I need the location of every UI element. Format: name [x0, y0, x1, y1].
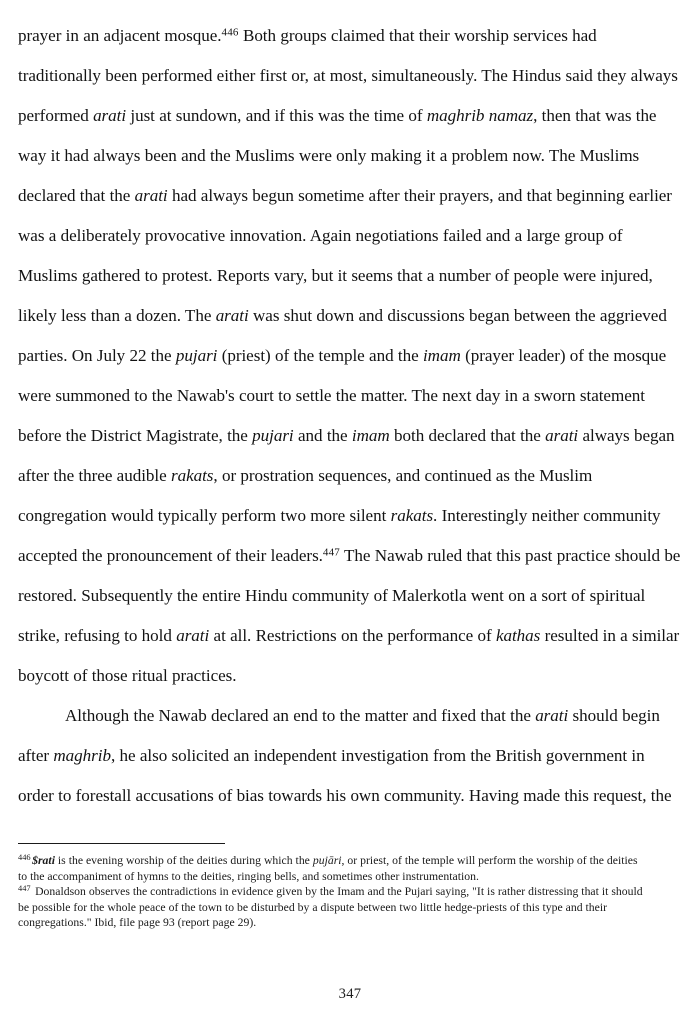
text-run: had always begun sometime after their prayers, and that beginning earlier was a deliberately provocative innovation. Again negotiations failed and a large group of Muslims gathered to protest. Reports vary, but it seems that a number of people were injured, likely less than a dozen. The: [18, 186, 672, 325]
footnote-entry: [18, 853, 643, 884]
text-run: Although the Nawab declared an end to the matter and fixed that the: [65, 706, 536, 725]
italic-term: arati: [93, 106, 127, 125]
text-run: . Interestingly neither community accepted the pronouncement of their leaders.: [18, 506, 661, 565]
text-run: prayer in an adjacent mosque.: [18, 26, 222, 45]
text-run: and the: [293, 426, 352, 445]
text-run: , or prostration sequences, and continued as the Muslim congregation would typically perform two more silent: [18, 466, 593, 525]
italic-term: rakats: [390, 506, 434, 525]
text-run: is the evening worship of the deities during which the: [54, 854, 313, 867]
italic-term: maghrib: [53, 746, 111, 765]
body-paragraph: [18, 696, 682, 816]
italic-term: maghrib namaz: [426, 106, 534, 125]
text-run: (priest) of the temple and the: [217, 346, 423, 365]
footnote-reference-marker: 446: [221, 26, 239, 39]
text-run: both declared that the: [389, 426, 546, 445]
footnote-block: [18, 843, 682, 931]
text-run: , or priest, of the temple will perform the worship of the deities to the accompaniment of hymns to the deities, ringing bells, and sometimes other instrumentation.: [18, 854, 638, 883]
italic-term: arati: [215, 306, 249, 325]
footnote-number: 447: [18, 884, 31, 893]
italic-term: arati: [134, 186, 168, 205]
text-run: just at sundown, and if this was the time of: [126, 106, 427, 125]
text-run: Both groups claimed that their worship services had traditionally been performed either first or, at most, simultaneously. The Hindus said they always performed: [18, 26, 678, 125]
footnote-entry: [18, 884, 643, 931]
footnote-lead-term: $rati: [32, 854, 55, 867]
footnote-reference-marker: 447: [322, 546, 341, 559]
italic-term: imam: [351, 426, 390, 445]
text-run: at all. Restrictions on the performance of: [209, 626, 496, 645]
body-text-block: [18, 16, 682, 816]
footnote-separator-rule: [18, 843, 225, 844]
italic-term: arati: [176, 626, 210, 645]
body-paragraph: [18, 16, 682, 696]
text-run: The Nawab ruled that this past practice should be restored. Subsequently the entire Hindu community of Malerkotla went on a sort of spiritual strike, refusing to hold: [18, 546, 681, 645]
text-run: , then that was the way it had always been and the Muslims were only making it a problem now. The Muslims declared that the: [18, 106, 657, 205]
italic-term: arati: [545, 426, 579, 445]
italic-term: imam: [422, 346, 461, 365]
text-run: should begin after: [18, 706, 660, 765]
text-run: Donaldson observes the contradictions in evidence given by the Imam and the Pujari saying, "It is rather distressing that it should be possible for the whole peace of the town to be disturbed by a dispute between two little hedge-priests of this type and their congregations." Ibid, file page 93 (report page 29).: [18, 885, 643, 930]
text-run: always began after the three audible: [18, 426, 675, 485]
text-run: (prayer leader) of the mosque were summoned to the Nawab's court to settle the matter. The next day in a sworn statement before the District Magistrate, the: [18, 346, 667, 445]
italic-term: rakats: [170, 466, 214, 485]
italic-term: pujāri: [312, 854, 342, 867]
italic-term: arati: [535, 706, 569, 725]
italic-term: kathas: [495, 626, 541, 645]
text-run: , he also solicited an independent investigation from the British government in order to forestall accusations of bias towards his own community. Having made this request, the: [18, 746, 672, 805]
italic-term: pujari: [252, 426, 294, 445]
footnote-list: [18, 853, 682, 931]
italic-term: pujari: [175, 346, 218, 365]
footnote-number: 446: [18, 852, 31, 862]
page-number: 347: [338, 986, 362, 1002]
text-run: resulted in a similar boycott of those ritual practices.: [18, 626, 680, 685]
text-run: was shut down and discussions began between the aggrieved parties. On July 22 the: [18, 306, 667, 365]
